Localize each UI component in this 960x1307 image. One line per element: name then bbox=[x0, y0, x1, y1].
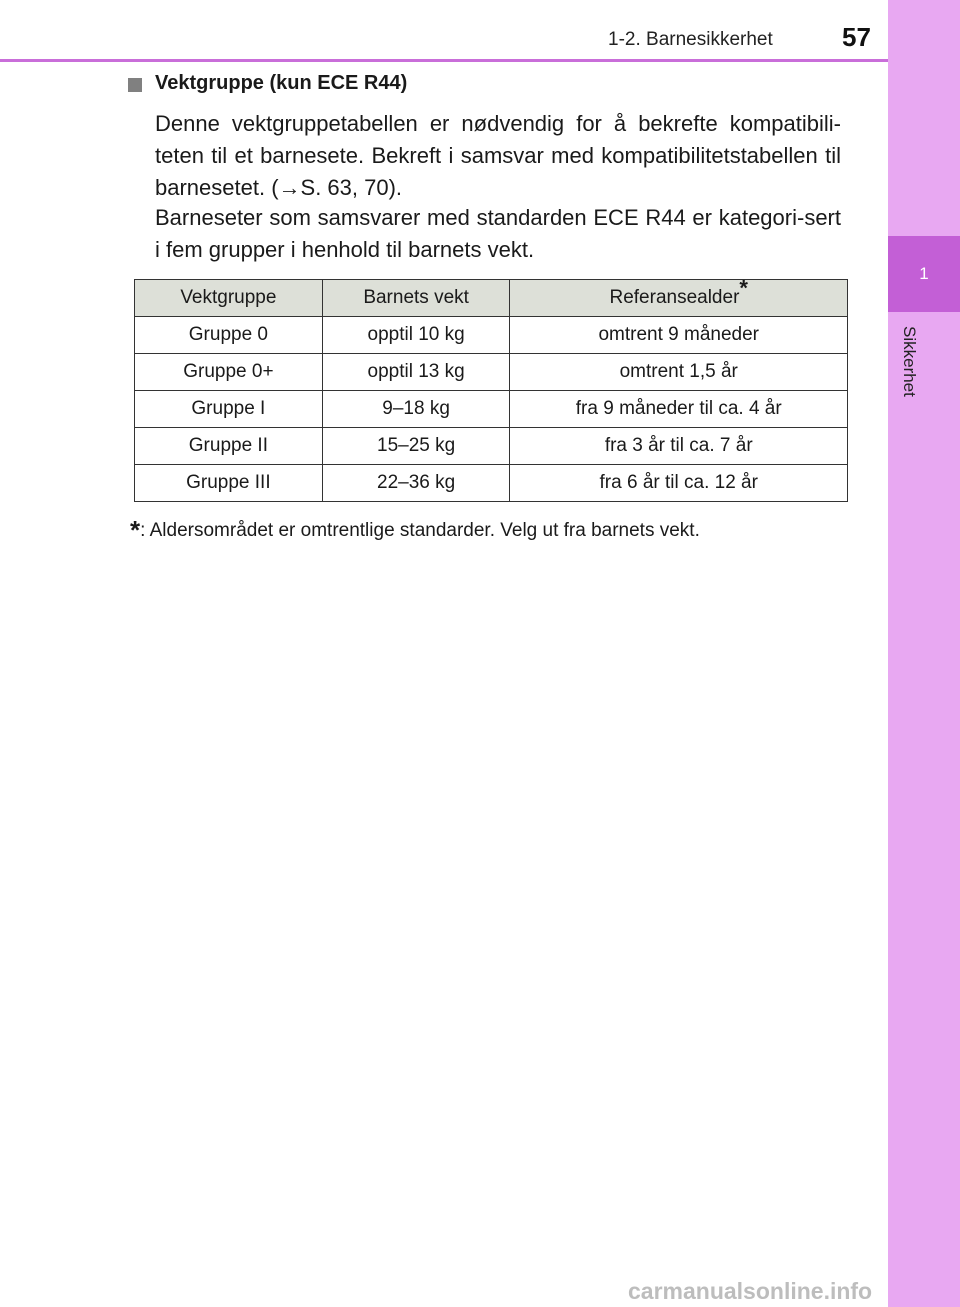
table-cell: Gruppe 0 bbox=[135, 317, 323, 354]
heading-bullet-icon bbox=[128, 78, 142, 92]
chapter-number: 1 bbox=[919, 264, 929, 283]
table-cell: omtrent 1,5 år bbox=[510, 354, 848, 391]
paragraph-compatibility: Denne vektgruppetabellen er nødvendig for å bekrefte kompatibili-teten til et barnesete. Bekreft i samsvar med kompatibilitetstabellen til barnesetet. (→S. 63, 70). bbox=[155, 111, 841, 200]
weight-group-table bbox=[134, 275, 848, 502]
chapter-side-band bbox=[888, 0, 960, 1307]
footnote-text: : Aldersområdet er omtrentlige standarder. Velg ut fra barnets vekt. bbox=[140, 520, 700, 541]
table-cell: opptil 10 kg bbox=[322, 317, 510, 354]
paragraph-categories: Barneseter som samsvarer med standarden ECE R44 er kategori-sert i fem grupper i henhold til barnets vekt. bbox=[155, 205, 841, 262]
chapter-tab[interactable] bbox=[888, 236, 960, 312]
section-heading: Vektgruppe (kun ECE R44) bbox=[155, 72, 408, 94]
table-row bbox=[135, 317, 848, 354]
table-cell: Gruppe II bbox=[135, 428, 323, 465]
column-header-weight-group: Vektgruppe bbox=[135, 280, 323, 317]
watermark: carmanualsonline.info bbox=[628, 1278, 873, 1304]
chapter-label: Sikkerhet bbox=[900, 326, 919, 397]
table-cell: 22–36 kg bbox=[322, 465, 510, 502]
table-cell: omtrent 9 måneder bbox=[510, 317, 848, 354]
table-row bbox=[135, 391, 848, 428]
column-header-reference-age-label: Referansealder bbox=[609, 287, 740, 308]
table-row bbox=[135, 465, 848, 502]
table-header-row bbox=[135, 280, 848, 317]
table-cell: fra 9 måneder til ca. 4 år bbox=[510, 391, 848, 428]
table-cell: opptil 13 kg bbox=[322, 354, 510, 391]
column-header-child-weight: Barnets vekt bbox=[322, 280, 510, 317]
table-row bbox=[135, 428, 848, 465]
footnote-star: * bbox=[130, 515, 141, 545]
table-cell: 15–25 kg bbox=[322, 428, 510, 465]
table-cell: Gruppe III bbox=[135, 465, 323, 502]
table-cell: 9–18 kg bbox=[322, 391, 510, 428]
page-number: 57 bbox=[842, 22, 871, 52]
table-footnote bbox=[130, 515, 700, 546]
table-cell: Gruppe 0+ bbox=[135, 354, 323, 391]
column-header-reference-age bbox=[510, 275, 848, 317]
footnote-marker: * bbox=[739, 275, 748, 301]
section-title: 1-2. Barnesikkerhet bbox=[608, 29, 773, 50]
table-cell: fra 3 år til ca. 7 år bbox=[510, 428, 848, 465]
table-row bbox=[135, 354, 848, 391]
header-divider bbox=[0, 59, 888, 62]
table-cell: Gruppe I bbox=[135, 391, 323, 428]
table-cell: fra 6 år til ca. 12 år bbox=[510, 465, 848, 502]
